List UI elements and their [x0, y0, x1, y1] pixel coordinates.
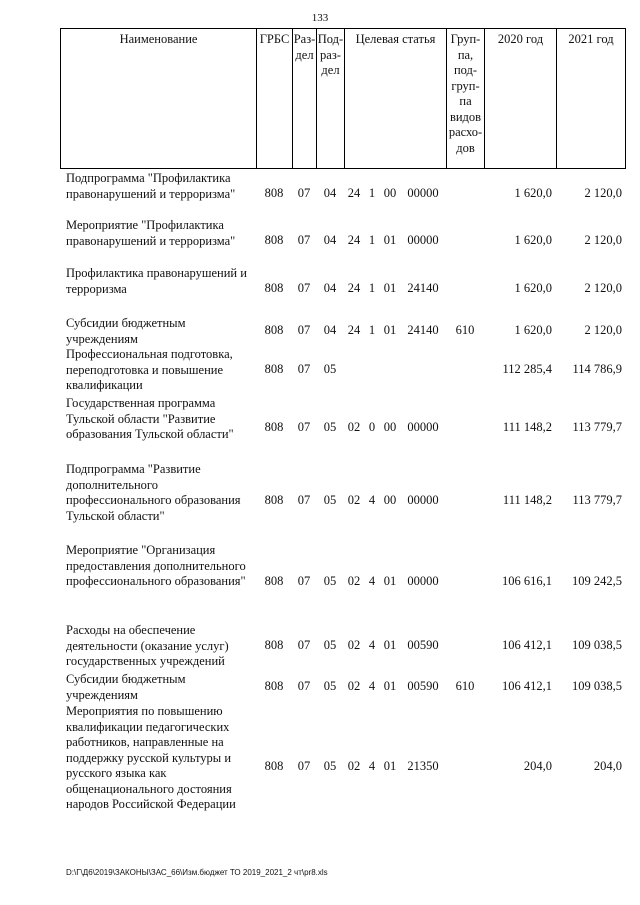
row-name: Расходы на обеспечение деятельности (оказание услуг) государственных учреждений — [66, 623, 229, 668]
row-razdel: 07 — [297, 493, 311, 507]
row-podrazdel: 05 — [323, 574, 337, 588]
header-name-label: Наименование — [119, 32, 198, 46]
row-name: Мероприятие "Организация предоставления дополнительного профессионального образования" — [66, 543, 246, 588]
header-razdel — [292, 28, 316, 168]
row-podrazdel: 04 — [323, 186, 337, 200]
row-grbs: 808 — [264, 186, 284, 200]
row-cs-subprogram: 0 — [368, 420, 376, 434]
header-2021-label: 2021 год — [568, 32, 614, 46]
row-2021: 109 038,5 — [572, 679, 622, 693]
row-podrazdel: 04 — [323, 281, 337, 295]
row-grbs: 808 — [264, 281, 284, 295]
row-cs-event: 01 — [383, 323, 397, 337]
row-grbs: 808 — [264, 679, 284, 693]
row-cs-subprogram: 4 — [368, 493, 376, 507]
header-group-label: Груп- па, под- груп- па видов расхо- дов — [448, 32, 483, 155]
row-2021: 204,0 — [593, 759, 622, 773]
row-2020: 111 148,2 — [502, 493, 552, 507]
row-podrazdel: 05 — [323, 420, 337, 434]
row-2020: 106 412,1 — [502, 638, 552, 652]
row-podrazdel: 04 — [323, 323, 337, 337]
row-cs-subprogram: 4 — [368, 574, 376, 588]
row-name: Профессиональная подготовка, переподготовка и повышение квалификации — [66, 347, 233, 392]
row-cs-subprogram: 1 — [368, 323, 376, 337]
row-2021: 2 120,0 — [584, 186, 622, 200]
header-podrazdel-label: Под- раз- дел — [317, 32, 344, 77]
row-razdel: 07 — [297, 323, 311, 337]
row-podrazdel: 05 — [323, 493, 337, 507]
row-podrazdel: 05 — [323, 362, 337, 376]
header-grbs-label: ГРБС — [259, 32, 290, 46]
row-cs-event: 00 — [383, 420, 397, 434]
row-cs-subprogram: 4 — [368, 759, 376, 773]
row-name: Мероприятия по повышению квалификации педагогических работников, направленные на поддержку русской культуры и русского языка как общенационального достояния народов Российской Федерации — [66, 704, 236, 811]
row-2021: 2 120,0 — [584, 281, 622, 295]
row-cs-program: 02 — [347, 638, 361, 652]
row-cs-subprogram: 4 — [368, 638, 376, 652]
header-2020 — [484, 28, 556, 168]
row-name: Мероприятие "Профилактика правонарушений и терроризма" — [66, 218, 236, 248]
row-2021: 109 242,5 — [572, 574, 622, 588]
row-razdel: 07 — [297, 679, 311, 693]
row-name: Субсидии бюджетным учреждениям — [66, 672, 186, 702]
header-target — [344, 28, 446, 168]
row-cs-direction: 00000 — [407, 420, 439, 434]
header-2021 — [556, 28, 626, 168]
header-name — [60, 28, 256, 168]
row-2020: 112 285,4 — [502, 362, 552, 376]
row-2020: 106 616,1 — [502, 574, 552, 588]
row-podrazdel: 05 — [323, 638, 337, 652]
row-grbs: 808 — [264, 362, 284, 376]
row-2021: 114 786,9 — [572, 362, 622, 376]
row-cs-program: 24 — [347, 281, 361, 295]
row-grbs: 808 — [264, 574, 284, 588]
header-group — [446, 28, 484, 168]
row-cs-direction: 00000 — [407, 574, 439, 588]
row-grbs: 808 — [264, 638, 284, 652]
row-2020: 1 620,0 — [514, 323, 552, 337]
row-cs-direction: 00590 — [407, 638, 439, 652]
row-razdel: 07 — [297, 186, 311, 200]
row-cs-direction: 00590 — [407, 679, 439, 693]
row-cs-program: 24 — [347, 323, 361, 337]
row-cs-event: 01 — [383, 281, 397, 295]
row-grbs: 808 — [264, 323, 284, 337]
row-2020: 1 620,0 — [514, 281, 552, 295]
row-grbs: 808 — [264, 759, 284, 773]
row-cs-event: 01 — [383, 759, 397, 773]
row-cs-event: 01 — [383, 574, 397, 588]
row-cs-direction: 00000 — [407, 493, 439, 507]
row-razdel: 07 — [297, 233, 311, 247]
row-cs-direction: 24140 — [407, 323, 439, 337]
row-grbs: 808 — [264, 493, 284, 507]
header-bottom-line — [60, 168, 626, 169]
row-cs-direction: 24140 — [407, 281, 439, 295]
row-grbs: 808 — [264, 233, 284, 247]
row-podrazdel: 05 — [323, 679, 337, 693]
header-grbs — [256, 28, 292, 168]
footer-file-path: D:\Г\Д6\2019\ЗАКОНЫ\ЗАС_66\Изм.бюджет ТО 2019_2021_2 чт\pr8.xls — [66, 868, 328, 877]
row-cs-program: 02 — [347, 493, 361, 507]
row-name: Подпрограмма "Развитие дополнительного профессионального образования Тульской области" — [66, 462, 241, 523]
row-name: Подпрограмма "Профилактика правонарушений и терроризма" — [66, 171, 236, 201]
row-grbs: 808 — [264, 420, 284, 434]
row-cs-direction: 21350 — [407, 759, 439, 773]
row-vr: 610 — [455, 679, 475, 693]
row-cs-subprogram: 4 — [368, 679, 376, 693]
row-cs-direction: 00000 — [407, 186, 439, 200]
row-podrazdel: 04 — [323, 233, 337, 247]
row-cs-subprogram: 1 — [368, 186, 376, 200]
header-target-label: Целевая статья — [355, 32, 436, 46]
row-cs-event: 01 — [383, 233, 397, 247]
row-2021: 2 120,0 — [584, 233, 622, 247]
row-cs-program: 24 — [347, 233, 361, 247]
row-cs-program: 02 — [347, 574, 361, 588]
row-name: Субсидии бюджетным учреждениям — [66, 316, 186, 346]
row-2021: 2 120,0 — [584, 323, 622, 337]
header-podrazdel — [316, 28, 344, 168]
row-2020: 106 412,1 — [502, 679, 552, 693]
row-cs-event: 01 — [383, 638, 397, 652]
row-podrazdel: 05 — [323, 759, 337, 773]
row-2021: 113 779,7 — [572, 493, 622, 507]
row-2020: 111 148,2 — [502, 420, 552, 434]
header-2020-label: 2020 год — [497, 32, 544, 46]
row-razdel: 07 — [297, 281, 311, 295]
row-razdel: 07 — [297, 759, 311, 773]
row-razdel: 07 — [297, 362, 311, 376]
row-name: Государственная программа Тульской области "Развитие образования Тульской области" — [66, 396, 234, 441]
row-cs-subprogram: 1 — [368, 233, 376, 247]
row-2020: 204,0 — [523, 759, 552, 773]
row-cs-program: 24 — [347, 186, 361, 200]
row-2020: 1 620,0 — [514, 233, 552, 247]
row-cs-event: 00 — [383, 186, 397, 200]
row-cs-program: 02 — [347, 759, 361, 773]
row-cs-subprogram: 1 — [368, 281, 376, 295]
row-2021: 109 038,5 — [572, 638, 622, 652]
header-razdel-label: Раз- дел — [293, 32, 316, 62]
row-cs-event: 00 — [383, 493, 397, 507]
row-cs-program: 02 — [347, 420, 361, 434]
row-cs-direction: 00000 — [407, 233, 439, 247]
row-cs-event: 01 — [383, 679, 397, 693]
row-2021: 113 779,7 — [572, 420, 622, 434]
page-number: 133 — [311, 12, 329, 24]
row-razdel: 07 — [297, 574, 311, 588]
row-name: Профилактика правонарушений и терроризма — [66, 266, 247, 296]
row-cs-program: 02 — [347, 679, 361, 693]
row-2020: 1 620,0 — [514, 186, 552, 200]
row-vr: 610 — [455, 323, 475, 337]
row-razdel: 07 — [297, 638, 311, 652]
row-razdel: 07 — [297, 420, 311, 434]
